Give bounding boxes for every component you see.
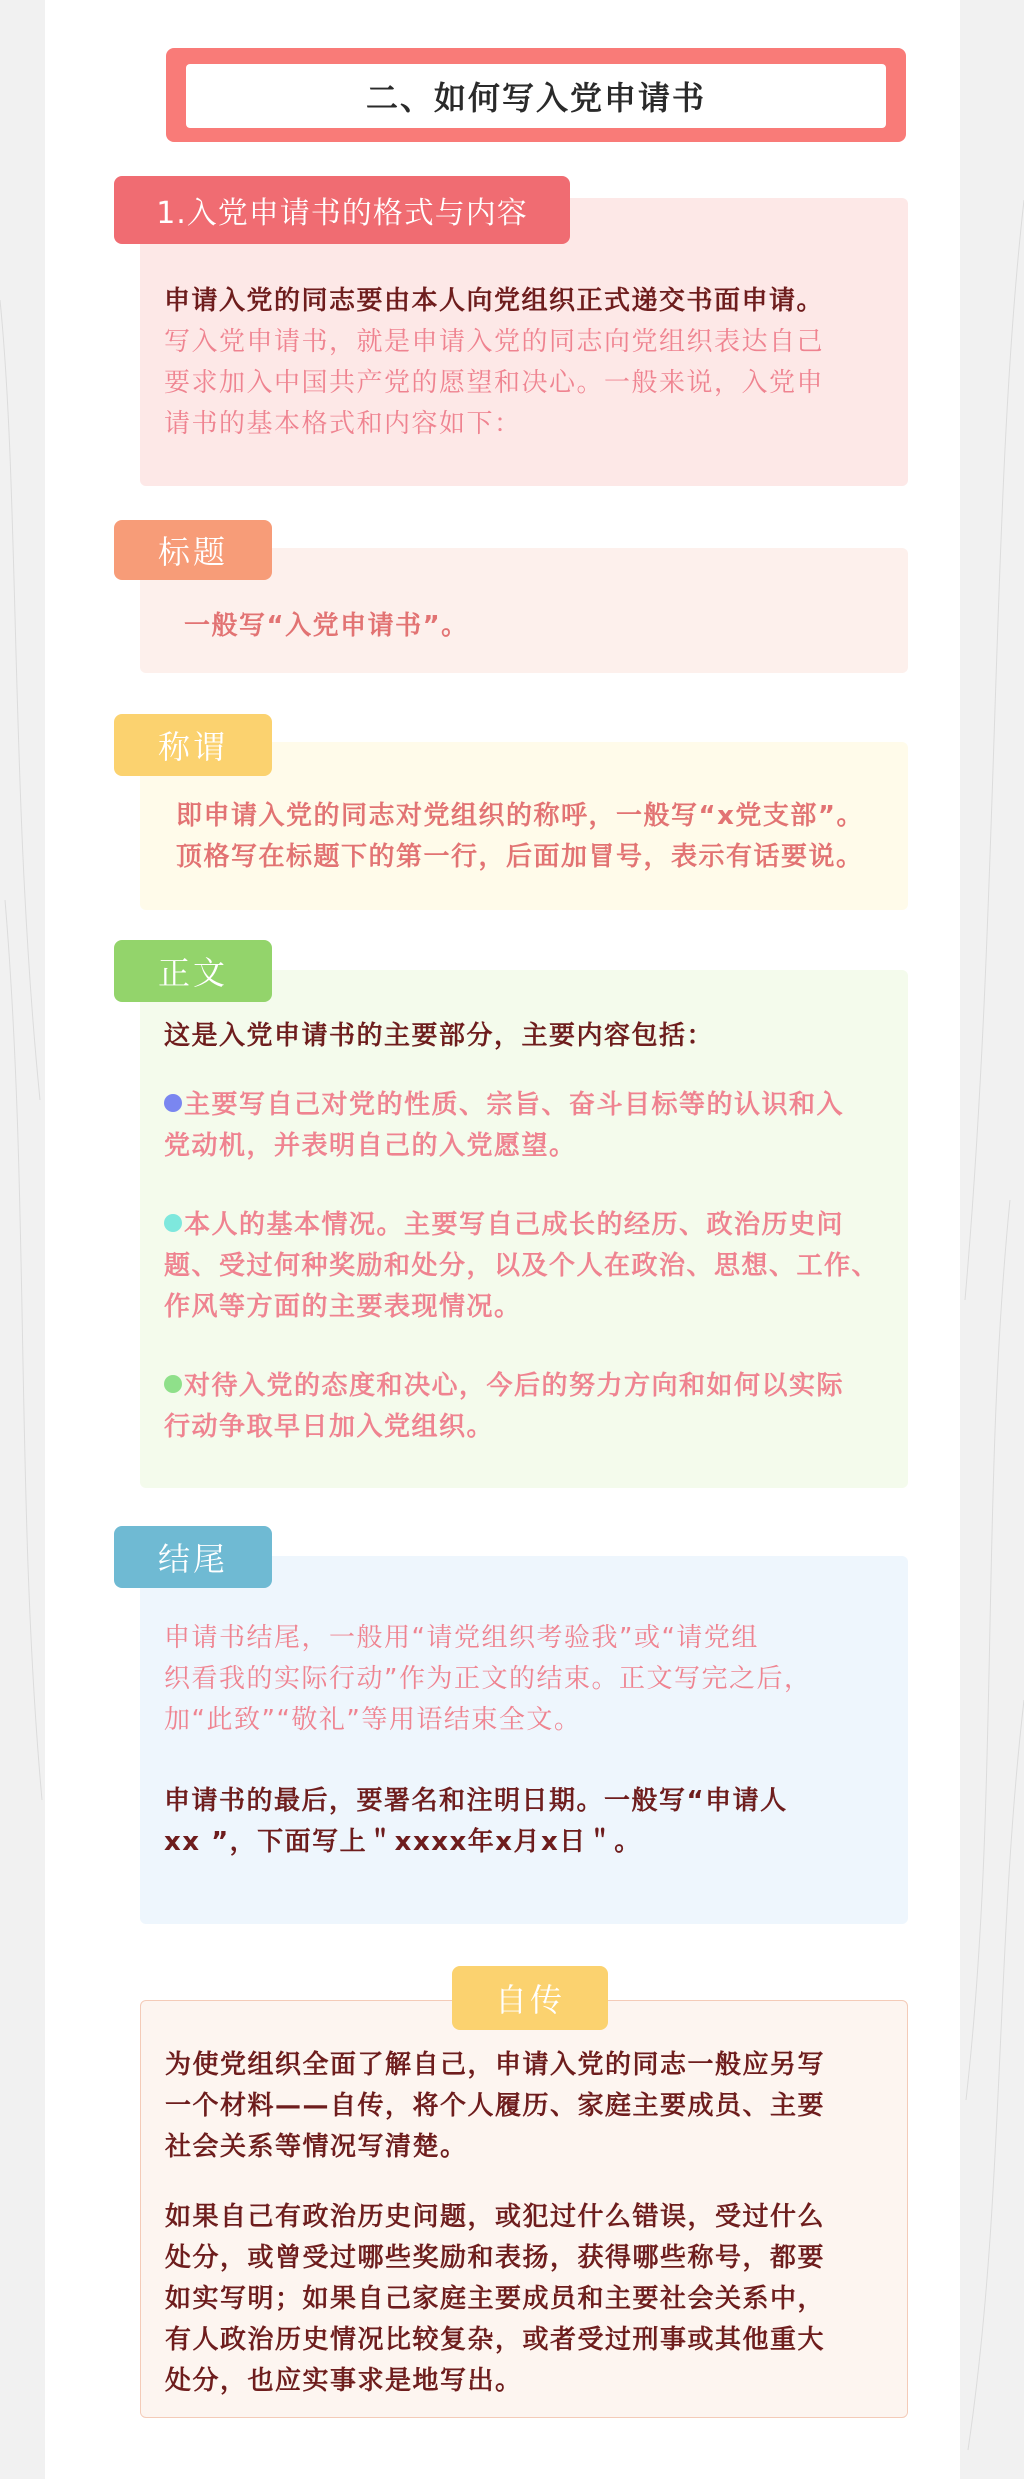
body-item-2-line-3: 作风等方面的主要表现情况。: [164, 1292, 522, 1322]
section1-line-1: 写入党申请书，就是申请入党的同志向党组织表达自己: [164, 327, 825, 357]
title-section-text: 一般写“入党申请书”。: [184, 611, 469, 641]
salutation-line-2: 顶格写在标题下的第一行，后面加冒号，表示有话要说。: [176, 842, 864, 872]
autobiography-para2-line-2: 处分，或曾受过哪些奖励和表扬，获得哪些称号，都要: [165, 2243, 826, 2273]
bullet-dot-icon: [164, 1094, 182, 1112]
body-item-3-line-1: 对待入党的态度和决心，今后的努力方向和如何以实际: [164, 1366, 899, 1407]
ending-tab: 结尾: [114, 1526, 272, 1588]
autobiography-para2-line-1: 如果自己有政治历史问题，或犯过什么错误，受过什么: [165, 2202, 826, 2232]
body-lead: 这是入党申请书的主要部分，主要内容包括：: [164, 1021, 715, 1051]
body-item-2-line-2: 题、受过何种奖励和处分，以及个人在政治、思想、工作、: [164, 1251, 880, 1281]
body-item-3-line-2: 行动争取早日加入党组织。: [164, 1412, 495, 1442]
ending-para2-line-1: 申请书的最后，要署名和注明日期。一般写“申请人: [164, 1786, 788, 1816]
body-item-2-line-1: 本人的基本情况。主要写自己成长的经历、政治历史问: [164, 1205, 899, 1246]
bullet-dot-icon: [164, 1214, 182, 1232]
salutation-line-1: 即申请入党的同志对党组织的称呼，一般写“x党支部”。: [176, 801, 864, 831]
ending-para1-line-3: 加“此致”“敬礼”等用语结束全文。: [164, 1705, 582, 1735]
body-panel: [140, 970, 908, 1488]
section1-line-3: 请书的基本格式和内容如下：: [164, 409, 522, 439]
salutation-tab: 称谓: [114, 714, 272, 776]
autobiography-para2-line-5: 处分，也应实事求是地写出。: [165, 2366, 523, 2396]
autobiography-para1-line-1: 为使党组织全面了解自己，申请入党的同志一般应另写: [165, 2050, 826, 2080]
autobiography-panel: [140, 2000, 908, 2418]
ending-para1-line-1: 申请书结尾，一般用“请党组织考验我”或“请党组: [164, 1623, 759, 1653]
autobiography-para1-line-3: 社会关系等情况写清楚。: [165, 2132, 468, 2162]
body-tab: 正文: [114, 940, 272, 1002]
section1-lead: 申请入党的同志要由本人向党组织正式递交书面申请。: [164, 286, 825, 316]
ending-para1-line-2: 织看我的实际行动”作为正文的结束。正文写完之后，: [164, 1664, 812, 1694]
section1-line-2: 要求加入中国共产党的愿望和决心。一般来说，入党申: [164, 368, 825, 398]
section1-tab: 1.入党申请书的格式与内容: [114, 176, 570, 244]
body-item-1-line-1: 主要写自己对党的性质、宗旨、奋斗目标等的认识和入: [164, 1085, 899, 1126]
autobiography-para1-line-2: 一个材料——自传，将个人履历、家庭主要成员、主要: [165, 2091, 826, 2121]
autobiography-para2-line-3: 如实写明；如果自己家庭主要成员和主要社会关系中，: [165, 2284, 826, 2314]
autobiography-para2-line-4: 有人政治历史情况比较复杂，或者受过刑事或其他重大: [165, 2325, 826, 2355]
ending-para2-line-2: xx ”，下面写上＂xxxx年x月x日＂。: [164, 1827, 642, 1857]
page-title: 二、如何写入党申请书: [186, 64, 886, 128]
bullet-dot-icon: [164, 1375, 182, 1393]
body-item-1-line-2: 党动机，并表明自己的入党愿望。: [164, 1131, 577, 1161]
title-section-tab: 标题: [114, 520, 272, 580]
ending-panel: [140, 1556, 908, 1924]
autobiography-tab: 自传: [452, 1966, 608, 2030]
